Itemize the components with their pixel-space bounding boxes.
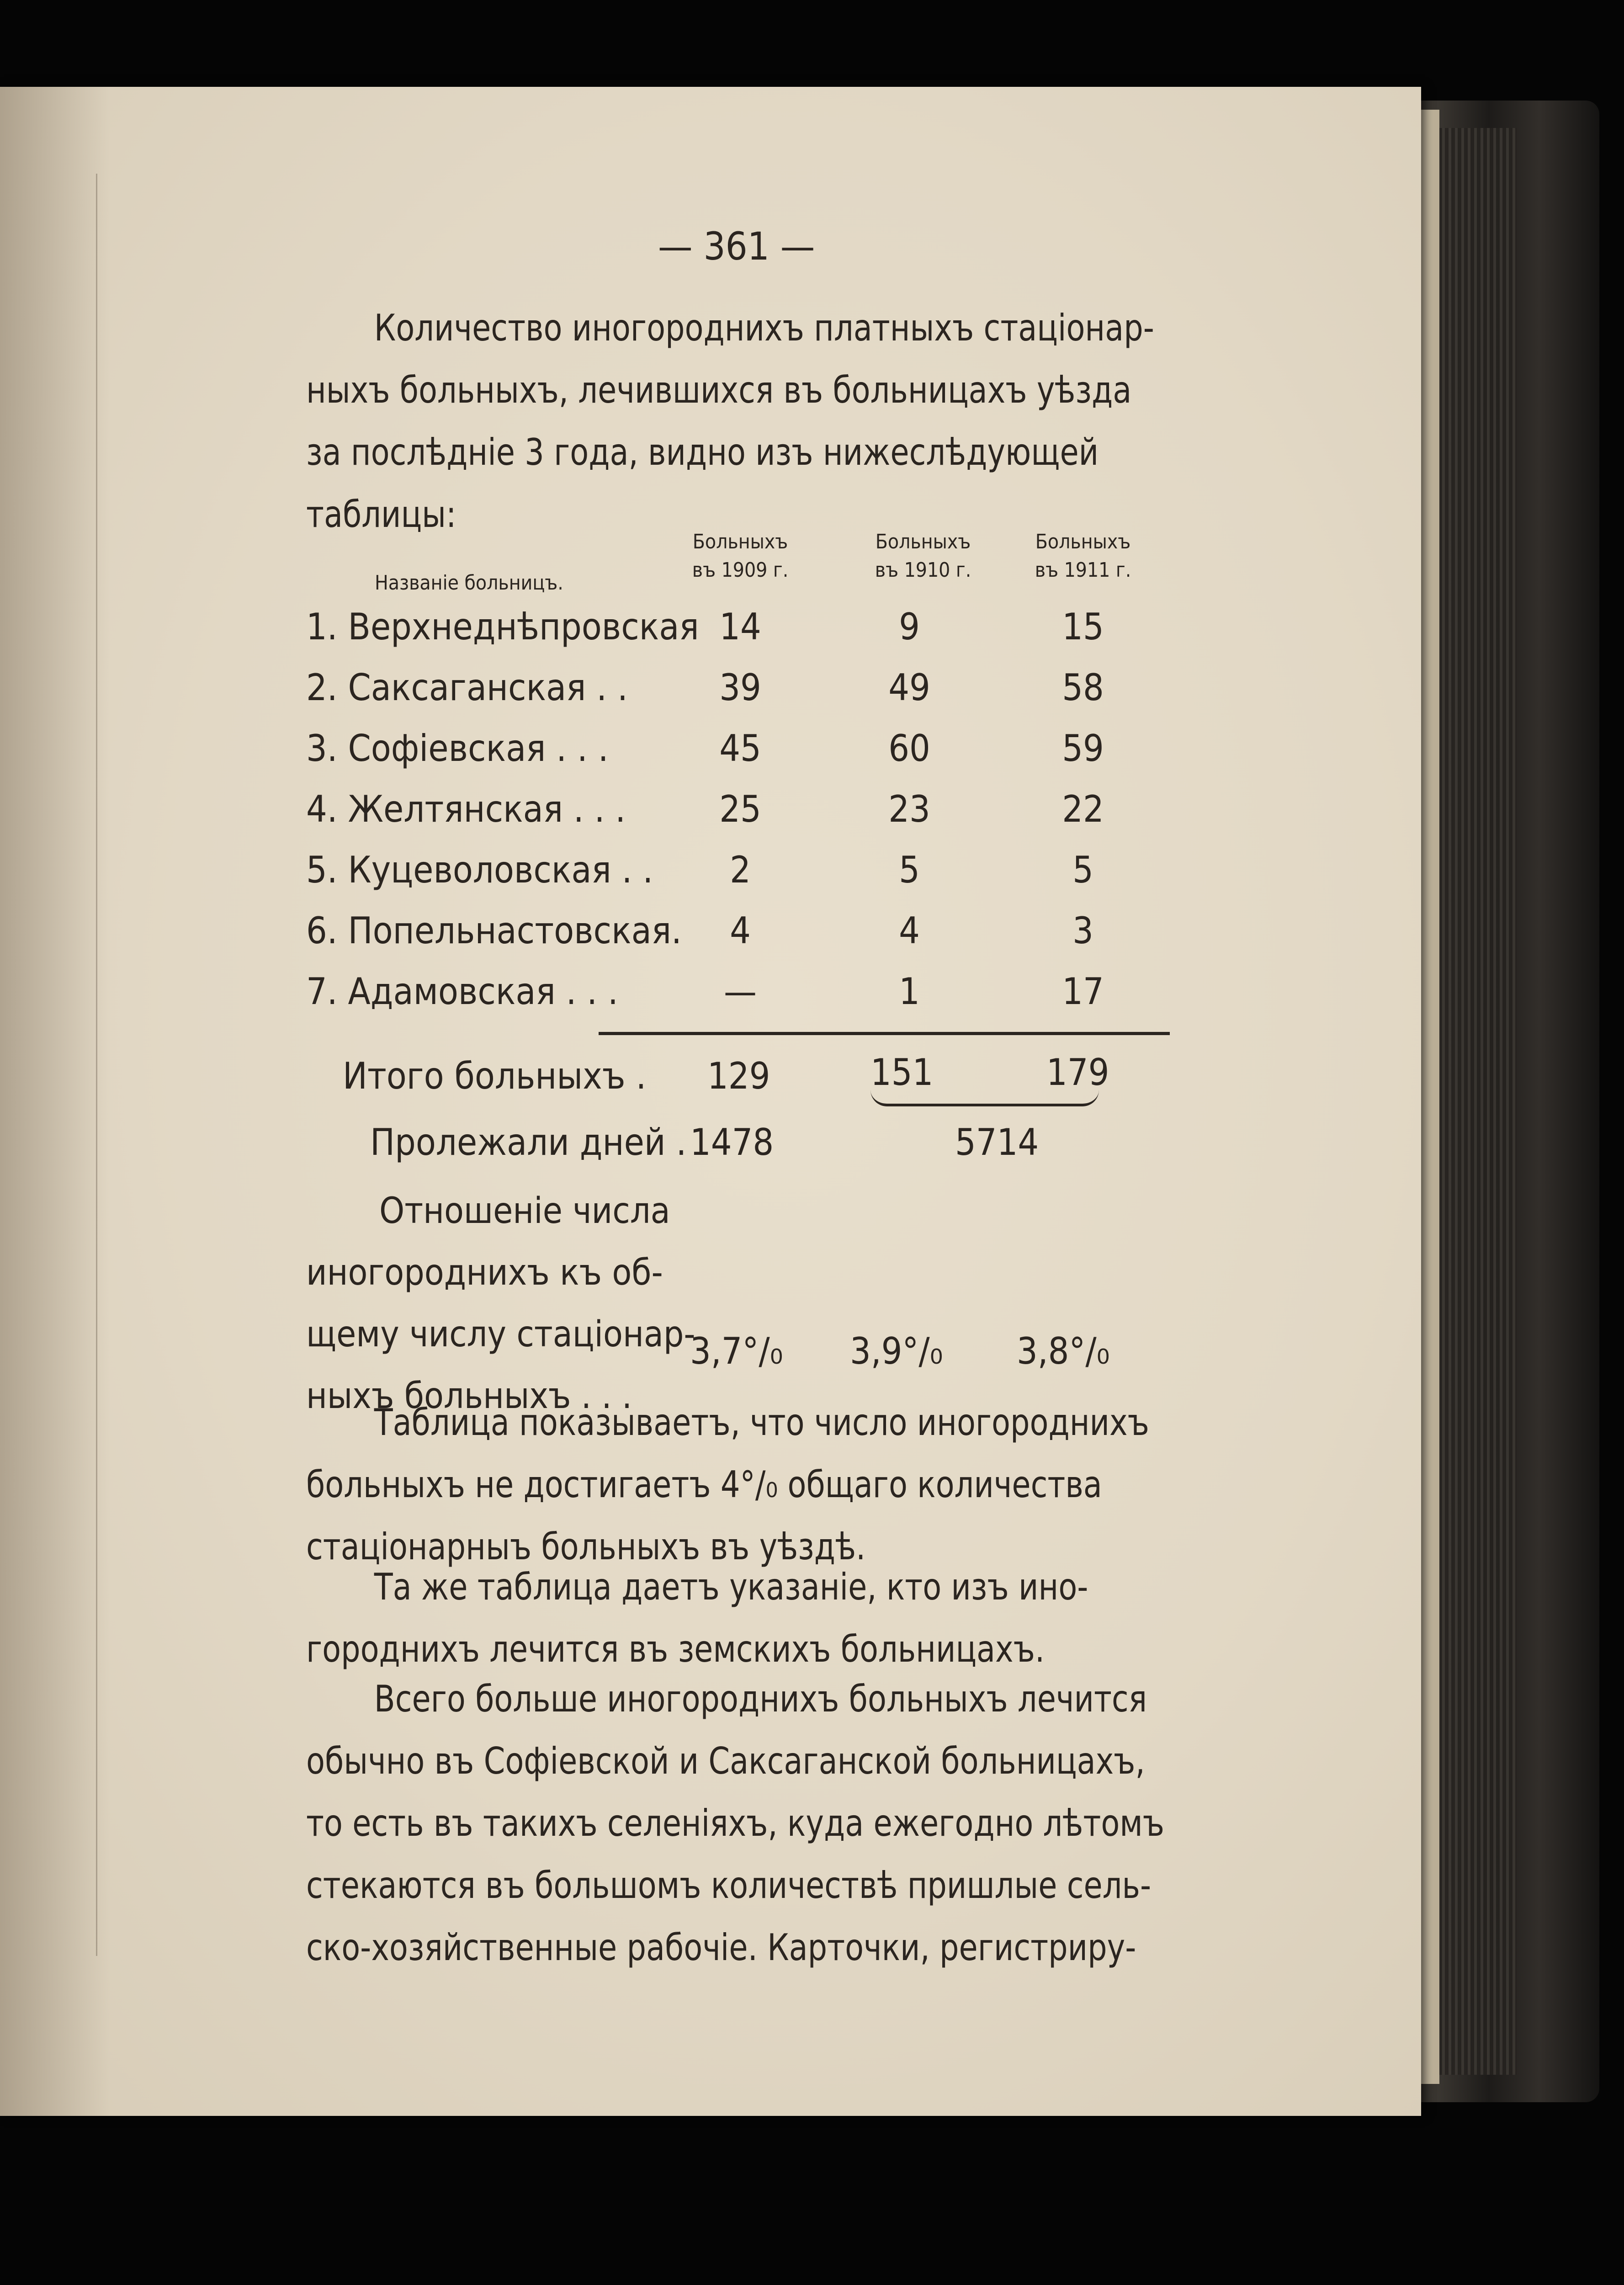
hospital-name: 7. Адамовская . . . xyxy=(306,970,618,1013)
ratio-line: ныхъ больныхъ . . . xyxy=(306,1376,632,1417)
table-cell-1910: 9 xyxy=(899,606,920,648)
table-header-name: Названіе больницъ. xyxy=(375,571,563,595)
table-cell-1909: 14 xyxy=(719,606,761,648)
intro-line: ныхъ больныхъ, лечившихся въ больницахъ уѣзда xyxy=(306,369,1132,411)
table-cell-1911: 58 xyxy=(1062,666,1104,709)
table-cell-1911: 59 xyxy=(1062,727,1104,770)
combined-brace xyxy=(870,1090,1099,1106)
para-line: Всего больше иногороднихъ больныхъ лечится xyxy=(374,1678,1147,1720)
paragraph-3 xyxy=(306,1556,1088,1680)
table-cell-1911: 3 xyxy=(1072,909,1093,952)
table-header-1910 xyxy=(859,528,987,585)
hospital-name: 6. Попельнастовская. xyxy=(306,909,682,952)
table-cell-1910: 1 xyxy=(899,970,920,1013)
days-1910-1911: 5714 xyxy=(955,1121,1039,1164)
table-header-1911 xyxy=(1019,528,1147,585)
table-cell-1911: 5 xyxy=(1072,849,1093,891)
ratio-label xyxy=(306,1180,695,1427)
header-line: Больныхъ xyxy=(1035,530,1131,553)
table-cell-1911: 15 xyxy=(1062,606,1104,648)
para-line: стекаются въ большомъ количествѣ пришлые сель- xyxy=(306,1864,1152,1907)
para-line: ско-хозяйственные рабочіе. Карточки, регистриру- xyxy=(306,1926,1136,1969)
para-line: больныхъ не достигаетъ 4°/₀ общаго количества xyxy=(306,1463,1102,1506)
table-cell-1910: 5 xyxy=(899,849,920,891)
para-line: Таблица показываетъ, что число иногороднихъ xyxy=(374,1401,1149,1444)
ratio-line: Отношеніе числа xyxy=(379,1190,670,1232)
header-line: въ 1911 г. xyxy=(1035,558,1131,582)
header-line: Больныхъ xyxy=(875,530,971,553)
table-rule xyxy=(599,1032,1170,1035)
paragraph-4 xyxy=(306,1668,1164,1979)
page-gutter xyxy=(0,87,110,2116)
para-line: Та же таблица даетъ указаніе, кто изъ ино- xyxy=(374,1566,1088,1608)
days-label: Пролежали дней . xyxy=(370,1121,687,1164)
page-number: — 361 — xyxy=(658,224,815,269)
header-line: въ 1909 г. xyxy=(692,558,789,582)
para-line: стаціонарныъ больныхъ въ уѣздѣ. xyxy=(306,1525,866,1568)
intro-paragraph xyxy=(306,297,1154,546)
ratio-1911: 3,8°/₀ xyxy=(1017,1330,1110,1372)
hospital-name: 5. Куцеволовская . . xyxy=(306,849,653,891)
intro-line: таблицы: xyxy=(306,493,456,536)
intro-line: Количество иногороднихъ платныхъ стаціонар- xyxy=(374,307,1154,349)
paragraph-2 xyxy=(306,1392,1149,1578)
header-line: въ 1910 г. xyxy=(875,558,971,582)
table-cell-1910: 4 xyxy=(899,909,920,952)
ratio-1910: 3,9°/₀ xyxy=(850,1330,943,1372)
intro-line: за послѣдніе 3 года, видно изъ нижеслѣдующей xyxy=(306,431,1099,473)
table-cell-1909: 2 xyxy=(730,849,751,891)
table-cell-1911: 22 xyxy=(1062,788,1104,830)
hospital-name: 2. Саксаганская . . xyxy=(306,666,628,709)
total-label: Итого больныхъ . xyxy=(343,1055,647,1097)
gutter-line xyxy=(96,174,97,1956)
table-cell-1909: — xyxy=(724,970,757,1013)
table-cell-1909: 4 xyxy=(730,909,751,952)
para-line: то есть въ такихъ селеніяхъ, куда ежегодно лѣтомъ xyxy=(306,1802,1165,1844)
para-line: городнихъ лечится въ земскихъ больницахъ. xyxy=(306,1628,1045,1670)
total-1910: 151 xyxy=(870,1051,934,1094)
days-1909: 1478 xyxy=(690,1121,774,1164)
table-cell-1911: 17 xyxy=(1062,970,1104,1013)
total-1909: 129 xyxy=(707,1055,770,1097)
hospital-name: 3. Софіевская . . . xyxy=(306,727,609,770)
table-cell-1910: 49 xyxy=(888,666,930,709)
para-line: обычно въ Софіевской и Саксаганской больницахъ, xyxy=(306,1740,1145,1782)
hospital-name: 1. Верхнеднѣпровская xyxy=(306,606,699,648)
table-cell-1909: 39 xyxy=(719,666,761,709)
total-1911: 179 xyxy=(1046,1051,1109,1094)
hospital-name: 4. Желтянская . . . xyxy=(306,788,626,830)
header-line: Больныхъ xyxy=(692,530,788,553)
table-cell-1910: 60 xyxy=(888,727,930,770)
table-header-1909 xyxy=(676,528,804,585)
ratio-line: иногороднихъ къ об- xyxy=(306,1252,663,1293)
table-cell-1909: 25 xyxy=(719,788,761,830)
ratio-1909: 3,7°/₀ xyxy=(690,1330,783,1372)
table-cell-1910: 23 xyxy=(888,788,930,830)
ratio-line: щему числу стаціонар- xyxy=(306,1314,695,1355)
table-cell-1909: 45 xyxy=(719,727,761,770)
